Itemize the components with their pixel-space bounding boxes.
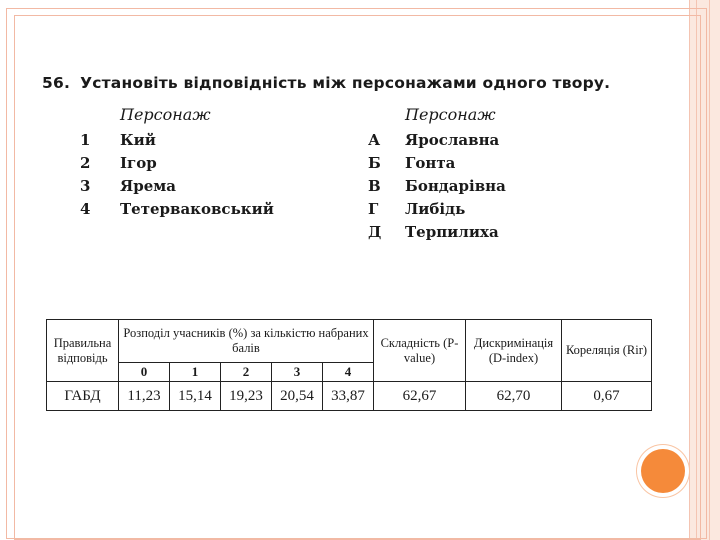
correlation-header: Кореляція (Rir) [562,320,652,382]
right-item-letter: Б [368,154,381,172]
statistics-table [46,319,652,411]
distribution-header: Розподіл учасників (%) за кількістю набраних балів [119,320,374,363]
left-name-column [120,105,274,221]
task-title [42,74,610,92]
left-item-name: Ігор [120,154,157,172]
discrimination-header: Дискримінація (D-index) [466,320,562,382]
difficulty-cell: 62,67 [374,382,466,411]
left-column-header: Персонаж [120,105,211,124]
score-header: 4 [323,363,374,382]
right-item-letter: Г [368,200,379,218]
difficulty-header: Складність (P-value) [374,320,466,382]
score-header: 1 [170,363,221,382]
score-header: 2 [221,363,272,382]
right-item-letter: А [368,131,381,149]
slide-frame-inner [14,15,701,540]
orange-circle-decoration [641,449,685,493]
correct-answer-header: Правильна відповідь [47,320,119,382]
correlation-cell: 0,67 [562,382,652,411]
left-item-name: Тетерваковський [120,200,274,218]
distribution-cell: 19,23 [221,382,272,411]
right-column-header: Персонаж [405,105,496,124]
left-item-number: 2 [80,154,91,172]
right-item-name: Гонта [405,154,456,172]
left-item-number: 4 [80,200,91,218]
left-item-number: 3 [80,177,91,195]
discrimination-cell: 62,70 [466,382,562,411]
right-item-name: Либідь [405,200,466,218]
left-item-name: Ярема [120,177,177,195]
right-item-name: Терпилиха [405,223,499,241]
distribution-cell: 11,23 [119,382,170,411]
right-letter-column [368,105,381,244]
right-item-letter: В [368,177,381,195]
task-number: 56. [42,74,71,92]
left-item-number: 1 [80,131,91,149]
score-header: 0 [119,363,170,382]
right-item-letter: Д [368,223,382,241]
left-item-name: Кий [120,131,156,149]
distribution-cell: 20,54 [272,382,323,411]
right-item-name: Ярославна [405,131,500,149]
left-number-column [80,105,90,221]
distribution-cell: 33,87 [323,382,374,411]
task-instruction: Установіть відповідність між персонажами одного твору. [80,74,611,92]
correct-answer-cell: ГАБД [47,382,119,411]
score-header: 3 [272,363,323,382]
right-name-column [405,105,506,244]
distribution-cell: 15,14 [170,382,221,411]
right-item-name: Бондарівна [405,177,506,195]
